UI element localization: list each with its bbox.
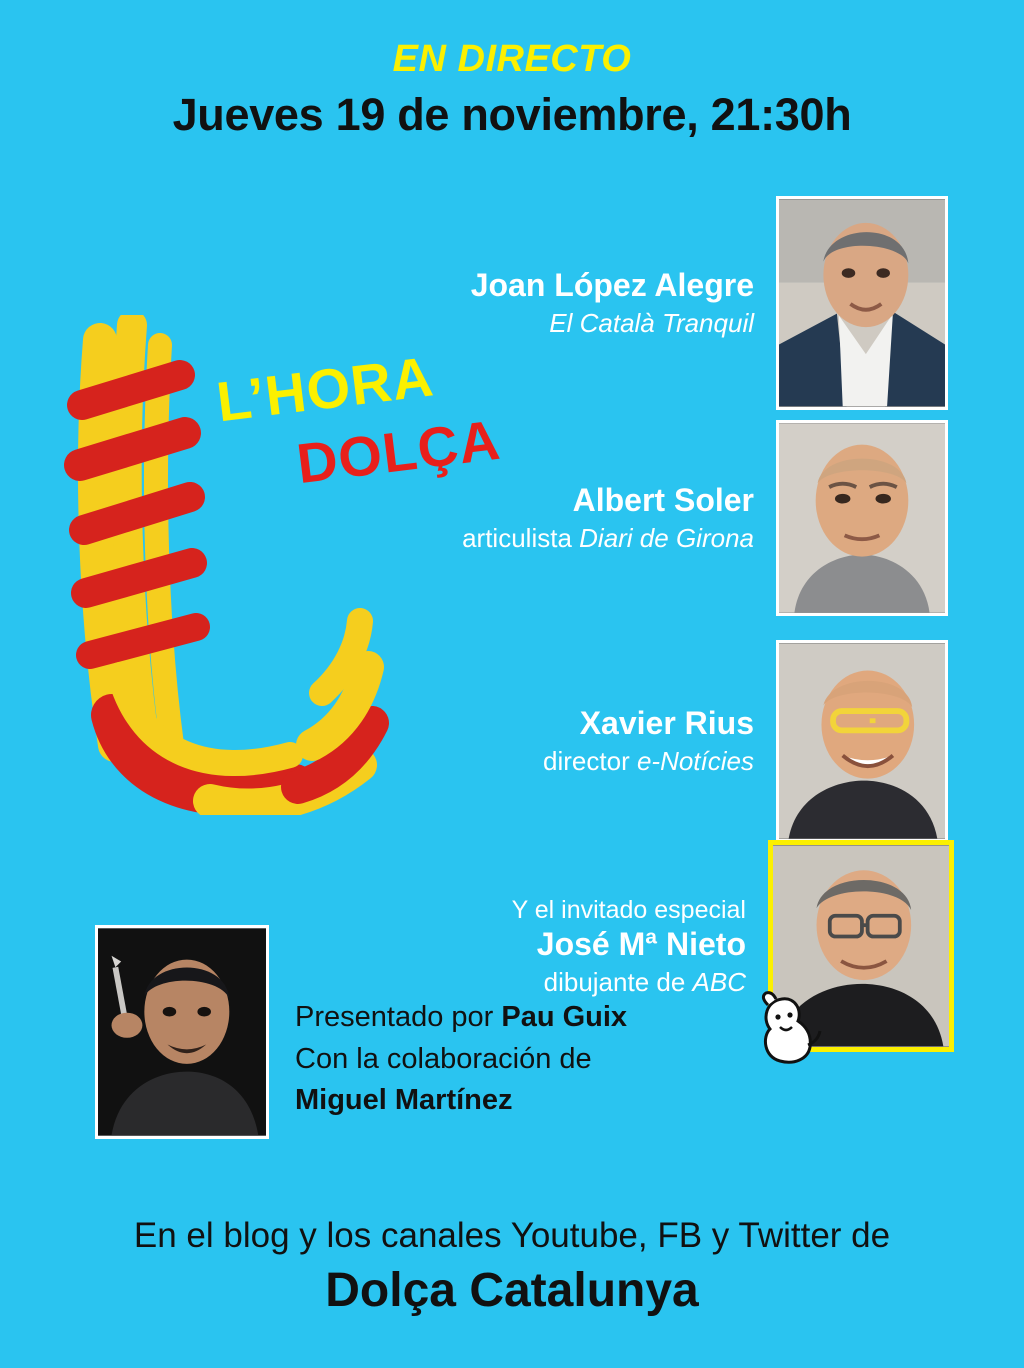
collaborator-name-text: Miguel Martínez	[295, 1083, 513, 1116]
guest-row-joan-lopez-alegre	[224, 196, 1024, 410]
guest-role	[462, 522, 754, 555]
guest-role	[543, 745, 754, 778]
guest-role-italic: El Català Tranquil	[549, 307, 754, 338]
guest-row-albert-soler	[224, 420, 1024, 616]
guest-role-italic: Diari de Girona	[579, 522, 754, 553]
guest-role-italic: ABC	[692, 966, 746, 997]
guest-name: José Mª Nieto	[536, 926, 746, 963]
presenter-photo-pau-guix	[95, 925, 269, 1139]
guest-name: Xavier Rius	[579, 704, 754, 741]
cartoon-dog-doodle-icon	[746, 985, 832, 1071]
brand-name-text: Dolça Catalunya	[325, 1264, 699, 1318]
guest-text-block	[471, 267, 776, 339]
guest-name: Albert Soler	[572, 481, 754, 518]
presenter-name: Pau Guix	[501, 1001, 628, 1034]
guest-photo-albert-soler	[776, 420, 948, 616]
presented-by-label: Presentado por	[295, 1001, 502, 1034]
presenter-credits	[269, 997, 627, 1139]
guest-name: Joan López Alegre	[470, 266, 754, 303]
guest-text-block	[462, 482, 776, 554]
special-guest-prefix: Y el invitado especial	[511, 895, 746, 924]
channels-text: En el blog y los canales Youtube, FB y Twitter de	[133, 1215, 891, 1255]
guest-role-italic: e-Notícies	[636, 745, 754, 776]
guest-photo-xavier-rius	[776, 640, 948, 842]
logo-line-1: L’HORA	[213, 344, 437, 434]
collaboration-label: Con la colaboración de	[295, 1042, 592, 1075]
guest-photo-joan-lopez-alegre	[776, 196, 948, 410]
presenter-line-1	[295, 997, 627, 1038]
presenter-block	[95, 925, 627, 1139]
guest-text-block	[543, 705, 776, 777]
guest-role-plain: director	[543, 745, 637, 776]
poster-header	[0, 40, 1024, 139]
event-date-text: Jueves 19 de noviembre, 21:30h	[172, 88, 852, 140]
guest-row-xavier-rius	[224, 640, 1024, 842]
guest-role	[471, 307, 754, 340]
guest-role-plain: articulista	[462, 522, 580, 553]
guest-role-plain: dibujante de	[543, 966, 693, 997]
collaborator-name	[295, 1080, 627, 1121]
logo-line-2: DOLÇA	[293, 407, 504, 496]
poster-footer	[0, 1217, 1024, 1318]
live-banner-text: EN DIRECTO	[392, 38, 632, 80]
